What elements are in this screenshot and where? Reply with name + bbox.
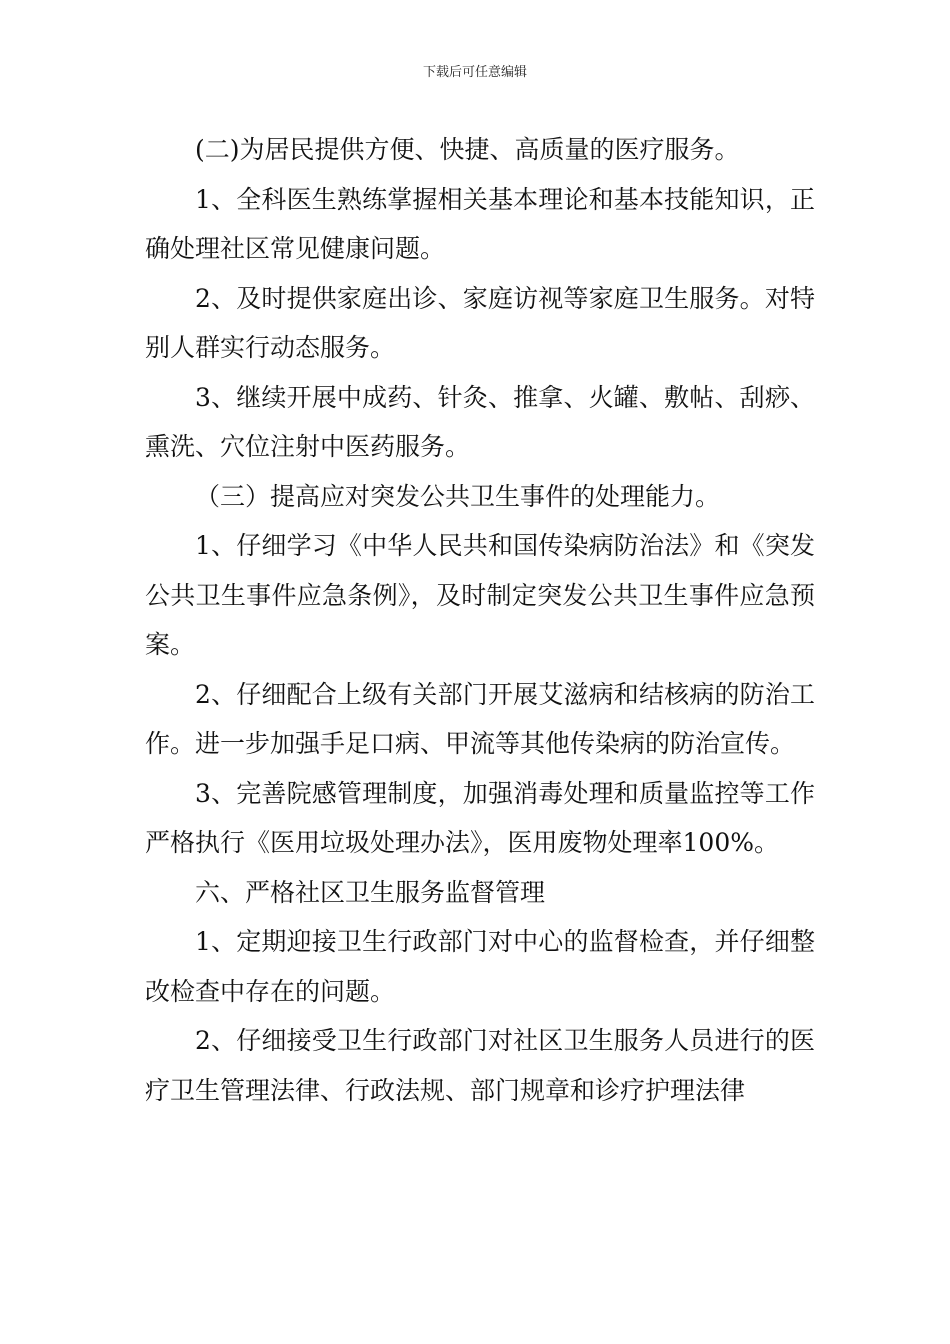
paragraph: 2、及时提供家庭出诊、家庭访视等家庭卫生服务。对特别人群实行动态服务。 <box>145 283 815 362</box>
paragraph: 1、定期迎接卫生行政部门对中心的监督检查，并仔细整改检查中存在的问题。 <box>145 927 815 1006</box>
paragraph: 2、仔细配合上级有关部门开展艾滋病和结核病的防治工作。进一步加强手足口病、甲流等其他传染病的防治宣传。 <box>145 679 815 758</box>
paragraph: 1、全科医生熟练掌握相关基本理论和基本技能知识，正确处理社区常见健康问题。 <box>145 184 815 263</box>
paragraph: 2、仔细接受卫生行政部门对社区卫生服务人员进行的医疗卫生管理法律、行政法规、部门规章和诊疗护理法律 <box>145 1026 815 1105</box>
document-body <box>145 125 815 1115</box>
paragraph: (二)为居民提供方便、快捷、高质量的医疗服务。 <box>195 135 740 164</box>
paragraph: 3、继续开展中成药、针灸、推拿、火罐、敷帖、刮痧、熏洗、穴位注射中医药服务。 <box>145 382 815 461</box>
section-heading: 六、严格社区卫生服务监督管理 <box>195 877 546 907</box>
paragraph: 1、仔细学习《中华人民共和国传染病防治法》和《突发公共卫生事件应急条例》，及时制定突发公共卫生事件应急预案。 <box>145 531 815 659</box>
paragraph: （三）提高应对突发公共卫生事件的处理能力。 <box>195 481 721 511</box>
page-header: 下载后可任意编辑 <box>422 65 527 80</box>
paragraph: 3、完善院感管理制度，加强消毒处理和质量监控等工作严格执行《医用垃圾处理办法》，医用废物处理率100%。 <box>145 778 815 857</box>
